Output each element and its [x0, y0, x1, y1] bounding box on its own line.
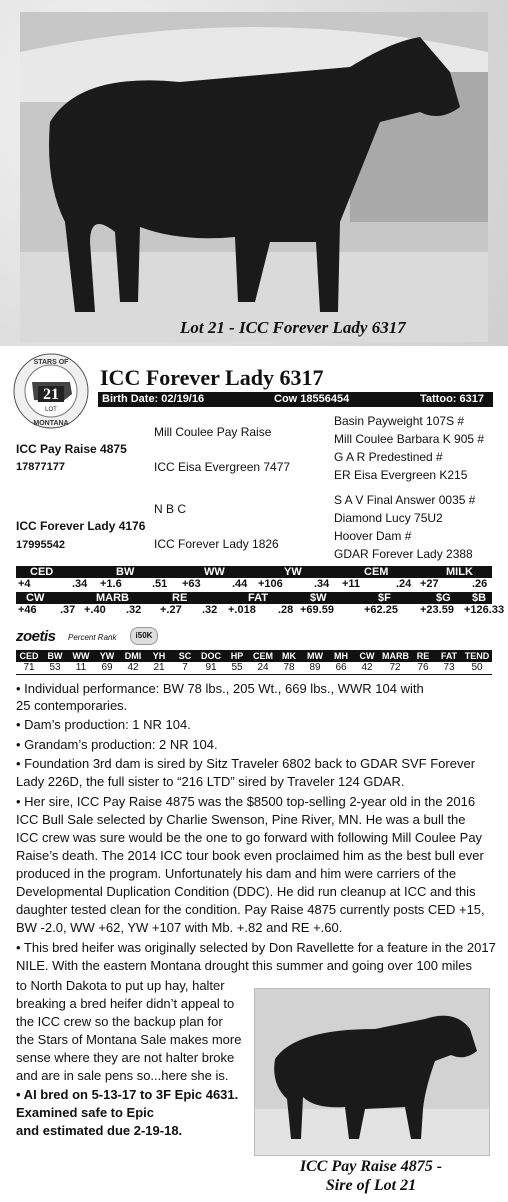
epd-acc: .37 — [60, 604, 76, 616]
note-line: Lady 226D, the full sister to “216 LTD” sired by Traveler 124 GDAR. — [16, 774, 405, 789]
epd-header: BW — [116, 566, 135, 578]
ss-dam: Mill Coulee Barbara K 905 # — [334, 432, 485, 446]
zoetis-logo: zoetis — [16, 628, 56, 645]
note-line: ICC crew was sure would be the one to go forward with following Mill Coulee Pay — [16, 830, 483, 845]
note-line: Developmental Duplication Condition (DDC). He did run cleanup at ICC and this — [16, 884, 476, 899]
animal-name: ICC Forever Lady 6317 — [100, 365, 324, 390]
epd-header: MILK — [446, 566, 473, 578]
lot-photo — [20, 12, 488, 342]
sire-reg: 17877177 — [16, 461, 65, 473]
epd-acc: .24 — [396, 578, 412, 590]
dam-dam: ICC Forever Lady 1826 — [154, 537, 279, 551]
epd-header: FAT — [248, 592, 268, 604]
ai-note-line: Examined safe to Epic — [16, 1105, 154, 1120]
epd-value: +27 — [420, 578, 439, 590]
stars-of-montana-badge — [12, 352, 90, 430]
ds-dam: Diamond Lucy 75U2 — [334, 511, 443, 525]
epd-acc: .34 — [72, 578, 88, 590]
lot-photo-frame — [0, 0, 508, 346]
ai-note-line: and estimated due 2-19-18. — [16, 1123, 183, 1138]
sire-dam: ICC Eisa Evergreen 7477 — [154, 460, 291, 474]
badge-bottom-text: MONTANA — [33, 420, 69, 427]
epd-header-row-1 — [16, 566, 492, 578]
epd-header: CW — [26, 592, 45, 604]
note-line: BW -2.0, WW +62, YW +107 with Mb. +.82 and RE +.60. — [16, 920, 343, 935]
epd-header-row-2 — [16, 592, 492, 604]
i50k-badge: i50K — [130, 627, 158, 645]
sd-dam: ER Eisa Evergreen K215 — [334, 468, 468, 482]
epd-acc: .28 — [278, 604, 294, 616]
photo-caption: Lot 21 - ICC Forever Lady 6317 — [180, 318, 406, 337]
epd-header: $G — [436, 592, 451, 604]
epd-value: +.018 — [228, 604, 256, 616]
note-line: sense where they are not halter broke — [16, 1050, 235, 1065]
percent-rank-header: CED BW WW YW DMI YH SC DOC HP CEM MK MW MH CW MARB RE FAT TEND — [16, 650, 492, 662]
note-line: Raise’s death. The 2014 ICC tour book even proclaimed him as the best bull ever — [16, 848, 484, 863]
epd-values-row-2 — [16, 604, 505, 616]
epd-value: +11 — [342, 578, 361, 590]
ss-sire: Basin Payweight 107S # — [334, 414, 465, 428]
note-line: the ICC crew so the backup plan for — [16, 1014, 223, 1029]
epd-header: CEM — [364, 566, 389, 578]
dam-name: ICC Forever Lady 4176 — [16, 519, 146, 533]
percent-rank-values: 71 53 11 69 42 21 7 91 55 24 78 89 66 42 72 76 73 50 — [16, 662, 492, 675]
animal-info-bar — [98, 392, 493, 407]
note-line: • Individual performance: BW 78 lbs., 205 Wt., 669 lbs., WWR 104 with — [16, 681, 424, 696]
epd-header: CED — [30, 566, 54, 578]
badge-top-text: STARS OF — [33, 359, 69, 366]
sire-sire: Mill Coulee Pay Raise — [154, 425, 272, 439]
epd-value: +106 — [258, 578, 283, 590]
note-line: • Foundation 3rd dam is sired by Sitz Traveler 6802 back to GDAR SVF Forever — [16, 756, 476, 771]
note-line: breaking a bred heifer didn’t appeal to — [16, 996, 235, 1011]
sire-caption-line-2: Sire of Lot 21 — [325, 1177, 417, 1194]
epd-header: $B — [472, 592, 487, 604]
epd-values-row-1 — [16, 578, 492, 590]
epd-value: +4 — [18, 578, 31, 590]
epd-value: +.40 — [84, 604, 106, 616]
epd-acc: .34 — [314, 578, 330, 590]
note-line: • Dam’s production: 1 NR 104. — [16, 717, 191, 732]
epd-header: WW — [204, 566, 225, 578]
sd-sire: G A R Predestined # — [334, 450, 443, 464]
epd-value: +63 — [182, 578, 201, 590]
note-line: NILE. With the eastern Montana drought this summer and going over 100 miles — [16, 958, 472, 973]
ai-note-line: • AI bred on 5-13-17 to 3F Epic 4631. — [16, 1087, 239, 1102]
epd-header: $F — [378, 592, 391, 604]
epd-value: +23.59 — [420, 604, 454, 616]
note-line: • Grandam’s production: 2 NR 104. — [16, 737, 218, 752]
sire-caption-line-1: ICC Pay Raise 4875 - — [299, 1158, 443, 1175]
tattoo: Tattoo: 6317 — [420, 393, 484, 405]
epd-value: +69.59 — [300, 604, 334, 616]
epd-value: +1.6 — [100, 578, 122, 590]
epd-acc: .51 — [152, 578, 168, 590]
note-line: • This bred heifer was originally selected by Don Ravellette for a feature in the 2017 — [16, 940, 496, 955]
percent-rank-label: Percent Rank — [68, 633, 117, 642]
epd-value: +46 — [18, 604, 37, 616]
sire-photo — [254, 988, 490, 1156]
note-line: daughter tested clean for the condition. Pay Raise 4875 currently posts CED +15, — [16, 902, 485, 917]
lot-number: 21 — [43, 386, 59, 403]
epd-acc: .32 — [126, 604, 142, 616]
ds-sire: S A V Final Answer 0035 # — [334, 493, 476, 507]
epd-header: MARB — [96, 592, 129, 604]
dam-reg: 17995542 — [16, 539, 65, 551]
sire-name: ICC Pay Raise 4875 — [16, 442, 127, 456]
note-line: ICC Bull Sale selected by Charlie Swenson, Pine River, MN. He was a bull the — [16, 812, 466, 827]
note-line: produced in the program. Unfortunately his dam and him were carriers of the — [16, 866, 457, 881]
epd-acc: .26 — [472, 578, 488, 590]
lot-label: LOT — [45, 407, 57, 413]
epd-header: $W — [310, 592, 327, 604]
dd-sire: Hoover Dam # — [334, 529, 412, 543]
epd-acc: .44 — [232, 578, 248, 590]
note-line: and are in sale pens so...here she is. — [16, 1068, 229, 1083]
dd-dam: GDAR Forever Lady 2388 — [334, 547, 473, 561]
registration-number: Cow 18556454 — [274, 393, 350, 405]
birth-date: Birth Date: 02/19/16 — [102, 393, 205, 405]
note-line: the Stars of Montana Sale makes more — [16, 1032, 242, 1047]
epd-header: RE — [172, 592, 188, 604]
dam-sire: N B C — [154, 502, 187, 516]
epd-header: YW — [284, 566, 302, 578]
epd-value: +126.33 — [464, 604, 505, 616]
epd-acc: .32 — [202, 604, 218, 616]
note-line: • Her sire, ICC Pay Raise 4875 was the $8500 top-selling 2-year old in the 2016 — [16, 794, 476, 809]
note-line: 25 contemporaries. — [16, 698, 128, 713]
epd-value: +.27 — [160, 604, 182, 616]
epd-value: +62.25 — [364, 604, 398, 616]
note-line: to North Dakota to put up hay, halter — [16, 978, 225, 993]
